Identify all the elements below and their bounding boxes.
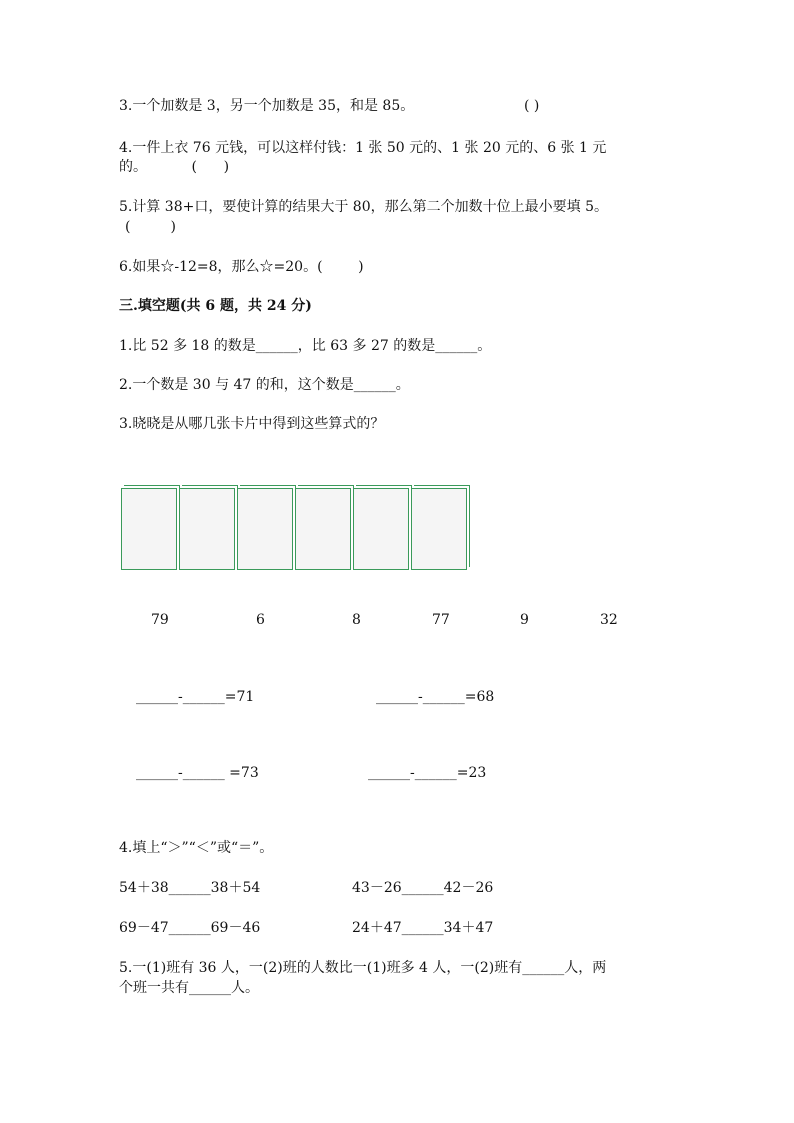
judge-q6[interactable]: 6.如果☆-12=8，那么☆=20。( ) bbox=[119, 259, 364, 275]
equation-3[interactable]: ______-______ =73 bbox=[136, 765, 259, 781]
card-number-6: 32 bbox=[600, 612, 618, 628]
card-3 bbox=[237, 488, 293, 570]
section-title: 三.填空题(共 6 题，共 24 分) bbox=[119, 298, 312, 314]
fill-q4: 4.填上“＞”“＜”或“＝”。 bbox=[119, 840, 274, 856]
fill-q1[interactable]: 1.比 52 多 18 的数是______，比 63 多 27 的数是______。 bbox=[119, 338, 492, 354]
equation-4[interactable]: ______-______=23 bbox=[368, 765, 487, 781]
equation-2[interactable]: ______-______=68 bbox=[376, 689, 495, 705]
card-row bbox=[119, 488, 469, 572]
equation-1[interactable]: ______-______=71 bbox=[136, 689, 255, 705]
card-number-2: 6 bbox=[256, 612, 265, 628]
fill-q5-line2[interactable]: 个班一共有______人。 bbox=[119, 980, 259, 996]
compare-1[interactable]: 54＋38______38＋54 bbox=[119, 880, 261, 896]
judge-q5-line1: 5.计算 38+口，要使计算的结果大于 80，那么第二个加数十位上最小要填 5。 bbox=[119, 199, 608, 215]
card-5 bbox=[353, 488, 409, 570]
card-1 bbox=[121, 488, 177, 570]
compare-4[interactable]: 24＋47______34＋47 bbox=[352, 920, 494, 936]
card-6 bbox=[411, 488, 467, 570]
card-2 bbox=[179, 488, 235, 570]
fill-q3: 3.晓晓是从哪几张卡片中得到这些算式的？ bbox=[119, 416, 385, 432]
judge-q3-answer-paren[interactable]: ( ) bbox=[524, 98, 540, 114]
card-4 bbox=[295, 488, 351, 570]
card-number-5: 9 bbox=[520, 612, 529, 628]
fill-q2[interactable]: 2.一个数是 30 与 47 的和，这个数是______。 bbox=[119, 377, 410, 393]
compare-2[interactable]: 43－26______42－26 bbox=[352, 880, 494, 896]
card-number-4: 77 bbox=[432, 612, 450, 628]
compare-3[interactable]: 69－47______69－46 bbox=[119, 920, 261, 936]
judge-q3-text: 3.一个加数是 3，另一个加数是 35，和是 85。 bbox=[119, 98, 415, 114]
fill-q5-line1[interactable]: 5.一(1)班有 36 人，一(2)班的人数比一(1)班多 4 人，一(2)班有______人，两 bbox=[119, 960, 607, 976]
judge-q4-line1: 4.一件上衣 76 元钱，可以这样付钱：1 张 50 元的、1 张 20 元的、6 张 1 元 bbox=[119, 140, 607, 156]
judge-q4-line2[interactable]: 的。 ( ) bbox=[119, 159, 230, 175]
card-number-1: 79 bbox=[151, 612, 169, 628]
judge-q5-line2[interactable]: ( ) bbox=[125, 219, 176, 235]
card-number-3: 8 bbox=[352, 612, 361, 628]
judge-q3 bbox=[119, 96, 414, 116]
